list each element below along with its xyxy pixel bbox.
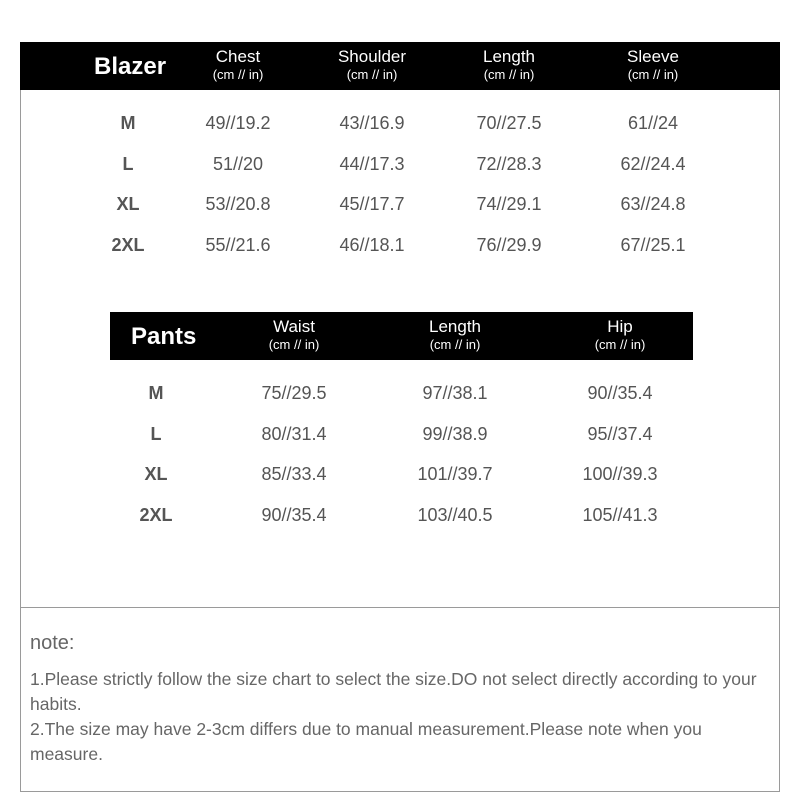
table-cell: 103//40.5 bbox=[417, 505, 493, 525]
size-label: M bbox=[148, 383, 164, 403]
column-unit: (cm // in) bbox=[268, 337, 320, 352]
table-cell: 95//37.4 bbox=[587, 424, 653, 444]
table-cell: 43//16.9 bbox=[339, 113, 405, 133]
column-name: Waist bbox=[273, 317, 315, 336]
size-label: XL bbox=[116, 194, 140, 214]
table-cell: 99//38.9 bbox=[422, 424, 488, 444]
table-cell: 105//41.3 bbox=[582, 505, 658, 525]
size-label: M bbox=[120, 113, 136, 133]
table-cell: 76//29.9 bbox=[476, 235, 542, 255]
column-unit: (cm // in) bbox=[594, 337, 646, 352]
table-cell: 53//20.8 bbox=[205, 194, 271, 214]
column-name: Chest bbox=[215, 47, 261, 66]
column-name: Sleeve bbox=[627, 47, 679, 66]
blazer-col-chest bbox=[213, 48, 264, 84]
table-cell: 70//27.5 bbox=[476, 113, 542, 133]
table-cell: 97//38.1 bbox=[422, 383, 488, 403]
note-line-2: 2.The size may have 2-3cm differs due to manual measurement.Please note when you measure. bbox=[30, 719, 702, 764]
table-cell: 46//18.1 bbox=[339, 235, 405, 255]
pants-header bbox=[110, 312, 693, 360]
table-cell: 44//17.3 bbox=[339, 154, 405, 174]
table-cell: 74//29.1 bbox=[476, 194, 542, 214]
table-cell: 49//19.2 bbox=[205, 113, 271, 133]
column-unit: (cm // in) bbox=[627, 67, 679, 82]
pants-col-length bbox=[429, 318, 481, 354]
size-label: L bbox=[150, 424, 162, 444]
column-name: Shoulder bbox=[337, 47, 407, 66]
table-cell: 90//35.4 bbox=[261, 505, 327, 525]
column-name: Hip bbox=[607, 317, 633, 336]
column-unit: (cm // in) bbox=[429, 337, 481, 352]
blazer-col-shoulder bbox=[338, 48, 406, 84]
size-label: XL bbox=[144, 464, 168, 484]
table-cell: 51//20 bbox=[212, 154, 264, 174]
table-cell: 61//24 bbox=[627, 113, 679, 133]
pants-col-hip bbox=[595, 318, 646, 354]
pants-col-waist bbox=[269, 318, 320, 354]
table-cell: 100//39.3 bbox=[582, 464, 658, 484]
blazer-header bbox=[20, 42, 780, 90]
pants-title: Pants bbox=[131, 323, 197, 350]
table-cell: 62//24.4 bbox=[620, 154, 686, 174]
blazer-col-length bbox=[483, 48, 535, 84]
table-cell: 67//25.1 bbox=[620, 235, 686, 255]
size-label: 2XL bbox=[139, 505, 173, 525]
size-label: L bbox=[122, 154, 134, 174]
column-unit: (cm // in) bbox=[483, 67, 535, 82]
column-name: Length bbox=[429, 317, 481, 336]
table-cell: 80//31.4 bbox=[261, 424, 327, 444]
note-line-1: 1.Please strictly follow the size chart to select the size.DO not select directly according to your habits. bbox=[30, 669, 757, 714]
table-cell: 63//24.8 bbox=[620, 194, 686, 214]
blazer-col-sleeve bbox=[627, 48, 679, 84]
blazer-title: Blazer bbox=[94, 53, 167, 80]
table-cell: 72//28.3 bbox=[476, 154, 542, 174]
table-cell: 85//33.4 bbox=[261, 464, 327, 484]
table-cell: 75//29.5 bbox=[261, 383, 327, 403]
table-cell: 90//35.4 bbox=[587, 383, 653, 403]
table-cell: 101//39.7 bbox=[417, 464, 493, 484]
column-unit: (cm // in) bbox=[212, 67, 264, 82]
column-name: Length bbox=[483, 47, 535, 66]
table-cell: 45//17.7 bbox=[339, 194, 405, 214]
column-unit: (cm // in) bbox=[346, 67, 398, 82]
size-label: 2XL bbox=[111, 235, 145, 255]
note-title: note: bbox=[30, 632, 75, 654]
table-cell: 55//21.6 bbox=[205, 235, 271, 255]
